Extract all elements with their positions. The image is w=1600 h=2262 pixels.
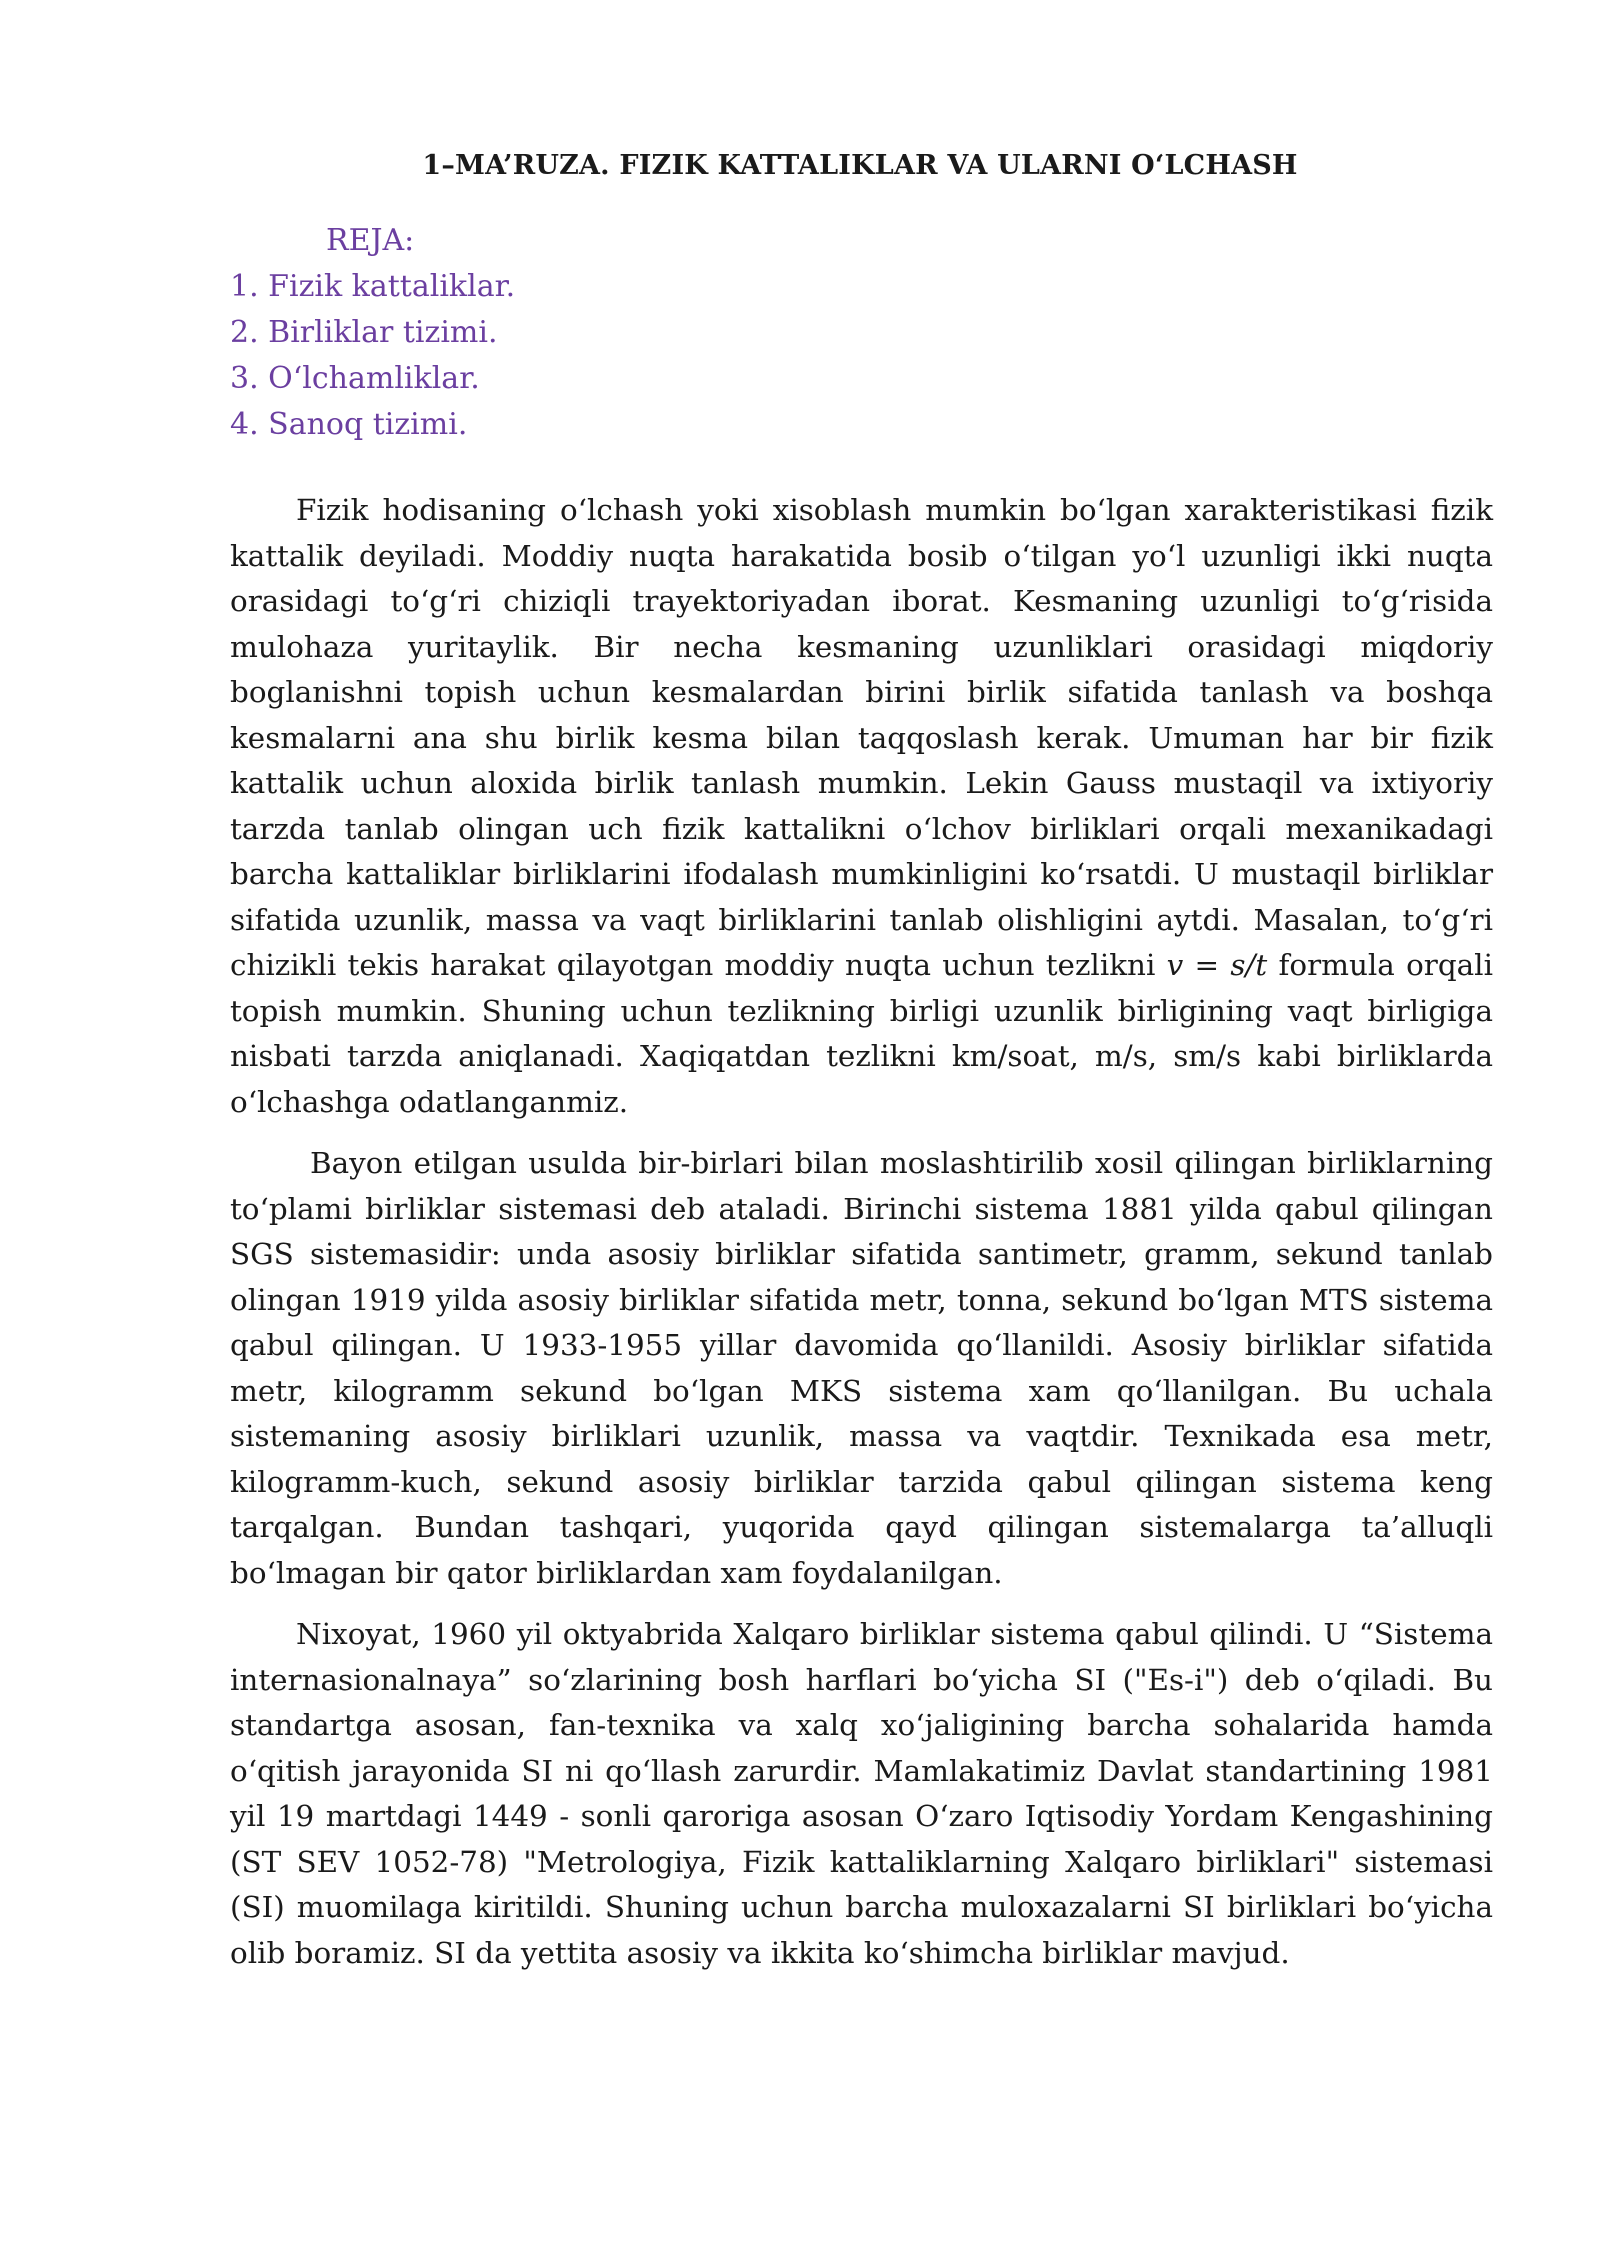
plan-item: 1. Fizik kattaliklar. <box>230 269 516 304</box>
lecture-title: 1–MA’RUZA. FIZIK KATTALIKLAR VA ULARNI O‘LCHASH <box>422 150 1298 181</box>
plan-list <box>230 264 515 448</box>
paragraph-physical-quantity <box>230 488 1493 1125</box>
paragraph-si-system: Nixoyat, 1960 yil oktyabrida Xalqaro birliklar sistema qabul qilindi. U “Sistema internasionalnaya” so‘zlarining bosh harflari bo‘yicha SI ("Es-i") deb o‘qiladi. Bu standartga asosan, fan-texnika va xalq xo‘jaligining barcha sohalarida hamda o‘qitish jarayonida SI ni qo‘llash zarurdir. Mamlakatimiz Davlat standartining 1981 yil 19 martdagi 1449 - sonli qaroriga asosan O‘zaro Iqtisodiy Yordam Kengashining (ST SEV 1052-78) "Metrologiya, Fizik kattaliklarning Xalqaro birliklari" sistemasi (SI) muomilaga kiritildi. Shuning uchun barcha muloxazalarni SI birliklari bo‘yicha olib boramiz. SI da yettita asosiy va ikkita ko‘shimcha birliklar mavjud. <box>230 1617 1493 1970</box>
lecture-body <box>230 488 1493 1992</box>
paragraph-text: Fizik hodisaning o‘lchash yoki xisoblash mumkin bo‘lgan xarakteristikasi fizik kattalik deyiladi. Moddiy nuqta harakatida bosib o‘tilgan yo‘l uzunligi ikki nuqta orasidagi to‘g‘ri chiziqli trayektoriyadan iborat. Kesmaning uzunligi to‘g‘risida mulohaza yuritaylik. Bir necha kesmaning uzunliklari orasidagi miqdoriy boglanishni topish uchun kesmalardan birini birlik sifatida tanlash va boshqa kesmalarni ana shu birlik kesma bilan taqqoslash kerak. Umuman har bir fizik kattalik uchun aloxida birlik tanlash mumkin. Lekin Gauss mustaqil va ixtiyoriy tarzda tanlab olingan uch fizik kattalikni o‘lchov birliklari orqali mexanikadagi barcha kattaliklar birliklarini ifodalash mumkinligini ko‘rsatdi. U mustaqil birliklar sifatida uzunlik, massa va vaqt birliklarini tanlab olishligini aytdi. Masalan, to‘g‘ri chizikli tekis harakat qilayotgan moddiy nuqta uchun tezlikni <box>230 493 1493 982</box>
plan-item: 4. Sanoq tizimi. <box>230 407 468 442</box>
paragraph-text: formula orqali topish mumkin. Shuning uchun tezlikning birligi uzunlik birligining vaqt birligiga nisbati tarzda aniqlanadi. Xaqiqatdan tezlikni km/soat, m/s, sm/s kabi birliklarda o‘lchashga odatlanganmiz. <box>230 948 1493 1119</box>
plan-item: 2. Birliklar tizimi. <box>230 315 498 350</box>
paragraph-unit-systems: Bayon etilgan usulda bir-birlari bilan moslashtirilib xosil qilingan birliklarning to‘plami birliklar sistemasi deb ataladi. Birinchi sistema 1881 yilda qabul qilingan SGS sistemasidir: unda asosiy birliklar sifatida santimetr, gramm, sekund tanlab olingan 1919 yilda asosiy birliklar sifatida metr, tonna, sekund bo‘lgan MTS sistema qabul qilingan. U 1933-1955 yillar davomida qo‘llanildi. Asosiy birliklar sifatida metr, kilogramm sekund bo‘lgan MKS sistema xam qo‘llanilgan. Bu uchala sistemaning asosiy birliklari uzunlik, massa va vaqtdir. Texnikada esa metr, kilogramm-kuch, sekund asosiy birliklar tarzida qabul qilingan sistema keng tarqalgan. Bundan tashqari, yuqorida qayd qilingan sistemalarga ta’alluqli bo‘lmagan bir qator birliklardan xam foydalanilgan. <box>230 1146 1493 1590</box>
plan-item: 3. O‘lchamliklar. <box>230 361 480 396</box>
velocity-formula: v = s/t <box>1166 948 1268 982</box>
plan-heading: REJA: <box>326 223 415 258</box>
lecture-plan <box>230 218 515 448</box>
